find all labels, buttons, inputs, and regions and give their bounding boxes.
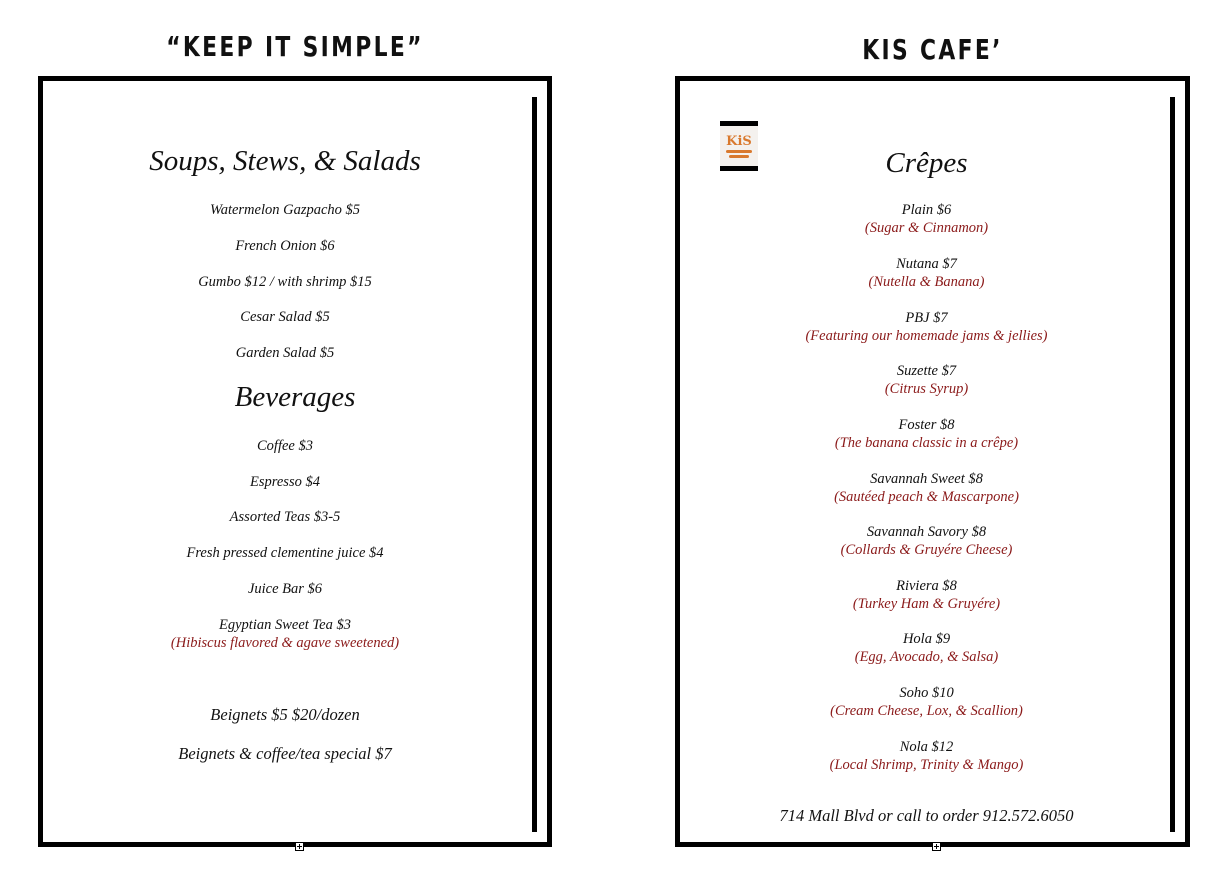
menu-item-description: (Sautéed peach & Mascarpone) xyxy=(834,489,1019,505)
menu-item: Juice Bar $6 xyxy=(247,581,323,597)
menu-item-name: Savannah Savory $8 xyxy=(866,524,987,540)
menu-item-name: Nutana $7 xyxy=(896,256,957,272)
menu-item-name: Foster $8 xyxy=(898,417,955,433)
menu-item-name: Plain $6 xyxy=(901,202,952,218)
menu-item-description: (Featuring our homemade jams & jellies) xyxy=(805,328,1048,344)
menu-item: Coffee $3 xyxy=(257,438,313,454)
menu-item xyxy=(674,738,1179,774)
menu-item xyxy=(674,416,1179,452)
menu-item: Espresso $4 xyxy=(250,474,320,490)
menu-item: French Onion $6 xyxy=(235,238,335,254)
menu-item xyxy=(33,616,537,652)
menu-item-description: (Nutella & Banana) xyxy=(868,274,985,290)
order-footer: 714 Mall Blvd or call to order 912.572.6050 xyxy=(779,806,1074,825)
menu-item-name: Suzette $7 xyxy=(896,363,957,379)
menu-item-name: Nola $12 xyxy=(899,739,954,755)
menu-item-description: (Local Shrimp, Trinity & Mango) xyxy=(829,757,1024,773)
special-item: Beignets & coffee/tea special $7 xyxy=(178,744,392,763)
menu-item-name: Egyptian Sweet Tea $3 xyxy=(219,617,351,633)
left-page-title: “KEEP IT SIMPLE” xyxy=(166,30,424,63)
menu-item-description: (The banana classic in a crêpe) xyxy=(834,435,1019,451)
menu-item: Cesar Salad $5 xyxy=(240,309,330,325)
menu-item-name: Hola $9 xyxy=(902,631,951,647)
menu-item xyxy=(674,684,1179,720)
menu-item-description: (Sugar & Cinnamon) xyxy=(864,220,989,236)
right-page-title: KIS CAFE’ xyxy=(862,33,1003,66)
menu-item: Assorted Teas $3-5 xyxy=(229,509,341,525)
menu-item: Watermelon Gazpacho $5 xyxy=(209,202,361,218)
menu-item-name: Riviera $8 xyxy=(896,578,957,594)
menu-item-description: (Citrus Syrup) xyxy=(884,381,969,397)
resize-handle[interactable] xyxy=(295,842,304,851)
menu-item-name: PBJ $7 xyxy=(905,310,948,326)
menu-item-name: Soho $10 xyxy=(899,685,954,701)
menu-item-description: (Cream Cheese, Lox, & Scallion) xyxy=(830,703,1023,719)
menu-item xyxy=(674,470,1179,506)
menu-item xyxy=(674,309,1179,345)
beignets-item: Beignets $5 $20/dozen xyxy=(210,705,360,724)
crepes-heading: Crêpes xyxy=(885,147,968,179)
menu-item xyxy=(674,201,1179,237)
menu-item-description: (Egg, Avocado, & Salsa) xyxy=(854,649,999,665)
menu-item xyxy=(674,523,1179,559)
menu-item: Gumbo $12 / with shrimp $15 xyxy=(198,274,372,290)
menu-item-description: (Collards & Gruyére Cheese) xyxy=(840,542,1013,558)
resize-handle[interactable] xyxy=(932,842,941,851)
menu-item xyxy=(674,630,1179,666)
menu-item: Fresh pressed clementine juice $4 xyxy=(186,545,384,561)
left-menu-page xyxy=(38,76,552,847)
logo-text: KiS xyxy=(726,133,752,149)
menu-item: Garden Salad $5 xyxy=(235,345,335,361)
soups-heading: Soups, Stews, & Salads xyxy=(149,145,421,177)
menu-item-description: (Hibiscus flavored & agave sweetened) xyxy=(170,635,400,651)
menu-item-description: (Turkey Ham & Gruyére) xyxy=(852,596,1001,612)
right-menu-page xyxy=(675,76,1190,847)
beverages-heading: Beverages xyxy=(234,381,356,413)
menu-item xyxy=(674,577,1179,613)
menu-item xyxy=(674,362,1179,398)
menu-item-name: Savannah Sweet $8 xyxy=(870,471,983,487)
menu-item xyxy=(674,255,1179,291)
